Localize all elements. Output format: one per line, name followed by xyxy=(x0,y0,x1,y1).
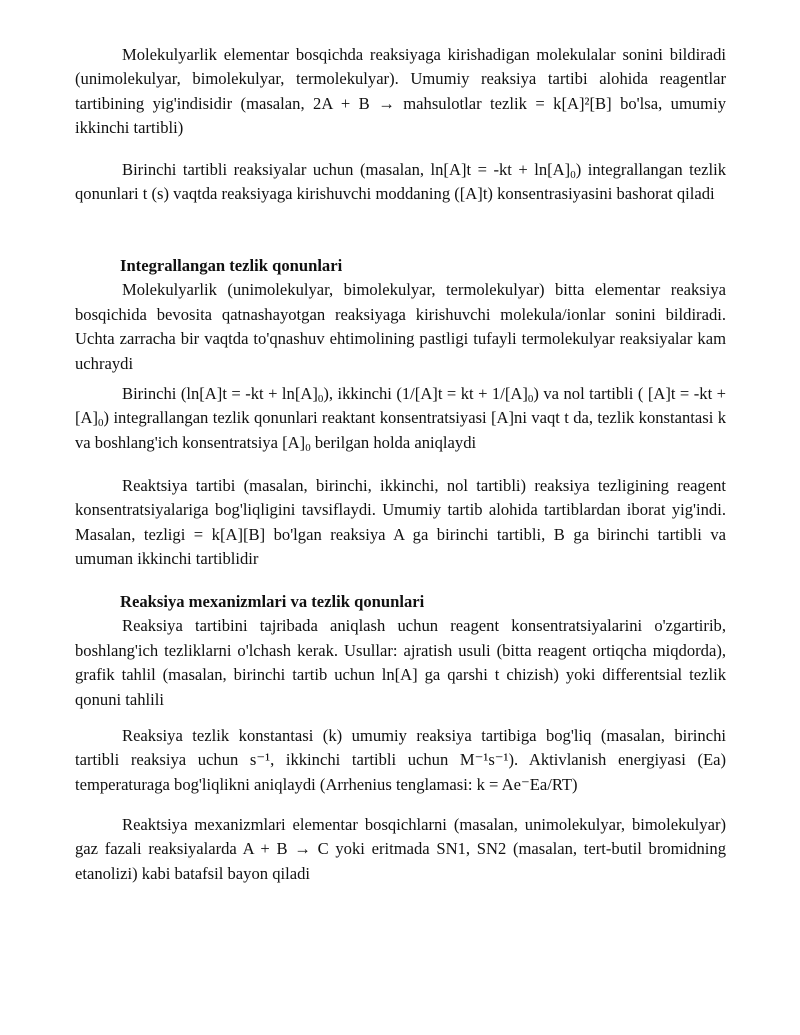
text-run: ) integrallangan tezlik qonunlari t (s) vaqtda reaksiyaga kirishuvchi moddaning ([A]t) konsentrasiyasini bashorat qiladi xyxy=(75,160,727,204)
paragraph-rate-constant xyxy=(75,724,726,797)
text-run: ) integrallangan tezlik qonunlari reaktant konsentratsiyasi [A]ni vaqt t da, tezlik konstantasi k va boshlang'ich konsentratsiya [A] xyxy=(75,408,726,452)
text-run: ) va nol tartibli ( [A]t = -kt + [A] xyxy=(75,384,727,428)
paragraph-text: Molekulyarlik (unimolekulyar, bimolekulyar, termolekulyar) bitta elementar reaksiya bosqichida bevosita qatnashayotgan reaksiyaga kirishuvchi molekula/ionlar sonini bildiradi. Uchta zarracha bir vaqtda to'qnashuv ehtimolining pastligi tufayli termolekulyar reaksiyalar kam uchraydi xyxy=(75,280,726,373)
text-run: ), ikkinchi (1/[A]t = kt + 1/[A] xyxy=(323,384,528,403)
paragraph-first-order-integrated xyxy=(75,158,726,207)
text-run: Birinchi (ln[A]t = -kt + ln[A] xyxy=(122,384,318,403)
paragraph-mechanisms xyxy=(75,813,726,886)
paragraph-text: Reaksiya tezlik konstantasi (k) umumiy reaksiya tartibiga bog'liq (masalan, birinchi tartibli reaksiya uchun s⁻¹, ikkinchi tartibli uchun M⁻¹s⁻¹). Aktivlanish energiyasi (Ea) temperaturaga bog'liqlikni aniqlaydi (Arrhenius tenglamasi: k = Ae⁻Ea/RT) xyxy=(75,726,726,794)
section-heading: Reaksiya mexanizmlari va tezlik qonunlari xyxy=(120,592,425,611)
paragraph-text: Reaktsiya tartibi (masalan, birinchi, ikkinchi, nol tartibli) reaksiya tezligining reagent konsentratsiyalariga bog'liqligini tavsiflaydi. Umumiy tartib alohida tartiblardan iborat yig'indi. Masalan, tezligi = k[A][B] bo'lgan reaksiya A ga birinchi tartibli, B ga birinchi tartibli va umuman ikkinchi tartiblidir xyxy=(75,476,726,569)
subscript: 0 xyxy=(570,169,576,181)
paragraph-integrated-laws-list xyxy=(75,382,726,455)
paragraph-text xyxy=(75,382,726,455)
subscript: 0 xyxy=(98,417,104,430)
paragraph-text: Molekulyarlik elementar bosqichda reaksiyaga kirishadigan molekulalar sonini bildiradi (unimolekulyar, bimolekulyar, termolekulyar). Umumiy reaksiya tartibi alohida reagentlar tartibining yig'indisidir (masalan, 2A + B → mahsulotlar tezlik = k[A]²[B] bo'lsa, umumiy ikkinchi tartibli) xyxy=(75,45,726,138)
paragraph-text: Reaksiya tartibini tajribada aniqlash uchun reagent konsentratsiyalarini o'zgartirib, boshlang'ich tezliklarni o'lchash kerak. Usullar: ajratish usuli (bitta reagent ortiqcha miqdorda), grafik tahlil (masalan, birinchi tartib uchun ln[A] ga qarshi t chizish) yoki differentsial tezlik qonuni tahlili xyxy=(75,616,726,709)
section-mechanisms-rate-laws xyxy=(75,590,726,712)
subscript: 0 xyxy=(305,441,311,454)
section-heading: Integrallangan tezlik qonunlari xyxy=(120,256,343,275)
paragraph-text xyxy=(75,158,726,207)
paragraph-text: Reaktsiya mexanizmlari elementar bosqichlarni (masalan, unimolekulyar, bimolekulyar) gaz fazali reaksiyalarda A + B → C yoki eritmada SN1, SN2 (masalan, tert-butil bromidning etanolizi) kabi batafsil bayon qiladi xyxy=(75,815,726,883)
paragraph-molecularity-order xyxy=(75,43,726,141)
section-integrated-rate-laws xyxy=(75,254,726,376)
paragraph-reaction-order xyxy=(75,474,726,572)
text-run: Birinchi tartibli reaksiyalar uchun (masalan, ln[A]t = -kt + ln[A] xyxy=(122,160,571,179)
text-run: berilgan holda aniqlaydi xyxy=(310,432,477,452)
subscript: 0 xyxy=(527,393,534,405)
subscript: 0 xyxy=(317,393,324,405)
